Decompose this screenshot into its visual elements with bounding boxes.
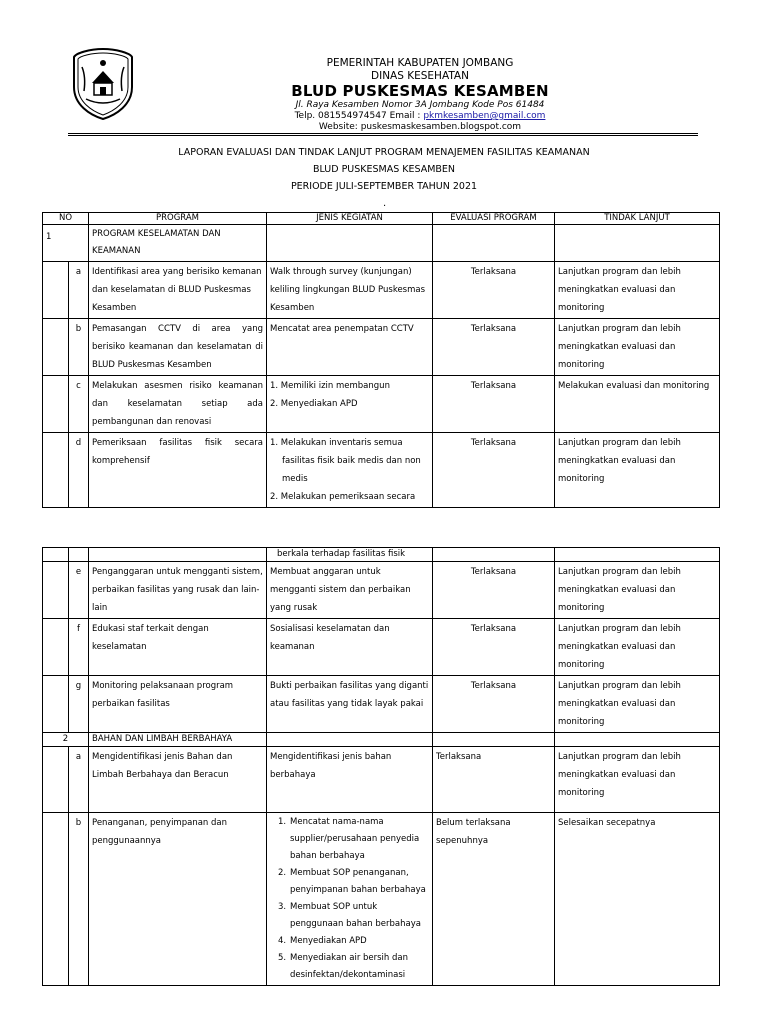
header-department: DINAS KESEHATAN	[371, 70, 469, 82]
col-header-evaluasi: EVALUASI PROGRAM	[433, 213, 555, 225]
header-rule-top	[68, 133, 698, 134]
table-row	[43, 619, 720, 676]
row-evaluasi: Belum terlaksana sepenuhnya	[433, 813, 555, 986]
table-row	[43, 813, 720, 986]
row-kegiatan: Sosialisasi keselamatan dan keamanan	[267, 619, 433, 676]
col-header-program: PROGRAM	[89, 213, 267, 225]
kegiatan-item: 2. Menyediakan APD	[270, 399, 358, 409]
table-row	[43, 319, 720, 376]
kegiatan-item: 2. Melakukan pemeriksaan secara	[270, 492, 416, 502]
table-row	[43, 376, 720, 433]
report-subtitle: BLUD PUSKESMAS KESAMBEN	[312, 164, 456, 175]
table-header-row	[43, 213, 720, 225]
report-table-part1	[42, 212, 720, 508]
row-evaluasi: Terlaksana	[433, 562, 555, 619]
header-address: Jl. Raya Kesamben Nomor 3A Jombang Kode Pos 61484	[295, 100, 545, 110]
section-row	[43, 225, 720, 262]
kegiatan-item: 1. Melakukan inventaris semua fasilitas fisik baik medis dan non medis	[270, 438, 421, 484]
table-row	[43, 747, 720, 813]
kegiatan-item: 1. Mencatat nama-nama	[278, 817, 384, 827]
row-letter: a	[69, 747, 89, 813]
table-row	[43, 562, 720, 619]
row-tindak: Selesaikan secepatnya	[555, 813, 720, 986]
section-number: 1	[43, 225, 89, 262]
report-period: PERIODE JULI-SEPTEMBER TAHUN 2021	[290, 181, 478, 192]
row-program: Pemasangan CCTV di area yang berisiko keamanan dan keselamatan di BLUD Puskesmas Kesamben	[89, 319, 267, 376]
table-row	[43, 676, 720, 733]
header-institution: BLUD PUSKESMAS KESAMBEN	[291, 82, 549, 100]
row-tindak: Lanjutkan program dan lebih meningkatkan evaluasi dan monitoring	[555, 747, 720, 813]
row-letter: d	[69, 433, 89, 508]
row-letter: g	[69, 676, 89, 733]
row-tindak: Lanjutkan program dan lebih meningkatkan evaluasi dan monitoring	[555, 262, 720, 319]
section-number: 2	[43, 733, 89, 747]
continuation-text: berkala terhadap fasilitas fisik	[267, 548, 433, 562]
row-letter: f	[69, 619, 89, 676]
row-tindak: Lanjutkan program dan lebih meningkatkan evaluasi dan monitoring	[555, 676, 720, 733]
header-phone: Telp. 081554974547 Email :	[294, 111, 424, 121]
row-program: Penanganan, penyimpanan dan penggunaannya	[89, 813, 267, 986]
row-letter: c	[69, 376, 89, 433]
row-program: Mengidentifikasi jenis Bahan dan Limbah Berbahaya dan Beracun	[89, 747, 267, 813]
row-evaluasi: Terlaksana	[433, 747, 555, 813]
row-letter: b	[69, 319, 89, 376]
row-letter: b	[69, 813, 89, 986]
table-row	[43, 262, 720, 319]
row-letter: e	[69, 562, 89, 619]
row-tindak: Lanjutkan program dan lebih meningkatkan evaluasi dan monitoring	[555, 619, 720, 676]
section-row	[43, 733, 720, 747]
header-government: PEMERINTAH KABUPATEN JOMBANG	[326, 57, 514, 69]
row-tindak: Lanjutkan program dan lebih meningkatkan evaluasi dan monitoring	[555, 433, 720, 508]
kegiatan-item: 4. Menyediakan APD	[278, 936, 367, 946]
row-evaluasi: Terlaksana	[433, 376, 555, 433]
email-link[interactable]: pkmkesamben@gmail.com	[423, 111, 546, 121]
row-kegiatan: Walk through survey (kunjungan) keliling lingkungan BLUD Puskesmas Kesamben	[267, 262, 433, 319]
row-kegiatan	[267, 433, 433, 508]
col-header-kegiatan: JENIS KEGIATAN	[267, 213, 433, 225]
report-title: LAPORAN EVALUASI DAN TINDAK LANJUT PROGRAM MENAJEMEN FASILITAS KEAMANAN	[178, 147, 590, 158]
row-program: Pemeriksaan fasilitas fisik secara komprehensif	[89, 433, 267, 508]
row-kegiatan: Membuat anggaran untuk mengganti sistem dan perbaikan yang rusak	[267, 562, 433, 619]
section-title: PROGRAM KESELAMATAN DAN KEAMANAN	[89, 225, 267, 262]
row-tindak: Melakukan evaluasi dan monitoring	[555, 376, 720, 433]
row-letter: a	[69, 262, 89, 319]
row-kegiatan: Bukti perbaikan fasilitas yang diganti atau fasilitas yang tidak layak pakai	[267, 676, 433, 733]
row-program: Edukasi staf terkait dengan keselamatan	[89, 619, 267, 676]
header-website: Website: puskesmaskesamben.blogspot.com	[318, 122, 522, 132]
kegiatan-item: 1. Memiliki izin membangun	[270, 381, 390, 391]
row-program: Identifikasi area yang berisiko kemanan dan keselamatan di BLUD Puskesmas Kesamben	[89, 262, 267, 319]
kegiatan-item: 2. Membuat SOP penanganan,	[278, 868, 409, 878]
row-evaluasi: Terlaksana	[433, 262, 555, 319]
header-rule-bottom	[68, 135, 698, 136]
dot-mark: .	[383, 198, 387, 209]
row-kegiatan	[267, 376, 433, 433]
row-program: Monitoring pelaksanaan program perbaikan fasilitas	[89, 676, 267, 733]
kegiatan-item: 5. Menyediakan air bersih dan	[278, 953, 409, 963]
kegiatan-item: 3. Membuat SOP untuk	[278, 902, 378, 912]
row-program: Penganggaran untuk mengganti sistem, perbaikan fasilitas yang rusak dan lain-lain	[89, 562, 267, 619]
row-tindak: Lanjutkan program dan lebih meningkatkan evaluasi dan monitoring	[555, 319, 720, 376]
jombang-emblem-logo	[72, 47, 134, 121]
col-header-tindak: TINDAK LANJUT	[555, 213, 720, 225]
report-table-part2	[42, 547, 720, 986]
row-program: Melakukan asesmen risiko keamanan dan keselamatan setiap ada pembangunan dan renovasi	[89, 376, 267, 433]
table-row	[43, 433, 720, 508]
col-header-no: NO	[43, 213, 89, 225]
section-title: BAHAN DAN LIMBAH BERBAHAYA	[89, 733, 267, 747]
row-kegiatan: 1. Mencatat nama-nama supplier/perusahaan penyedia bahan berbahaya 2. Membuat SOP penanganan, penyimpanan bahan berbahaya 3. Membuat SOP untuk penggunaan bahan berbahaya 4. Menyediakan APD 5. Menyediakan air bersih dan desinfektan/dekontaminasi	[267, 813, 433, 986]
row-evaluasi: Terlaksana	[433, 619, 555, 676]
row-evaluasi: Terlaksana	[433, 433, 555, 508]
header-contact	[270, 111, 570, 121]
row-evaluasi: Terlaksana	[433, 676, 555, 733]
row-kegiatan: Mengidentifikasi jenis bahan berbahaya	[267, 747, 433, 813]
row-evaluasi: Terlaksana	[433, 319, 555, 376]
continuation-row	[43, 548, 720, 562]
row-kegiatan: Mencatat area penempatan CCTV	[267, 319, 433, 376]
row-tindak: Lanjutkan program dan lebih meningkatkan evaluasi dan monitoring	[555, 562, 720, 619]
